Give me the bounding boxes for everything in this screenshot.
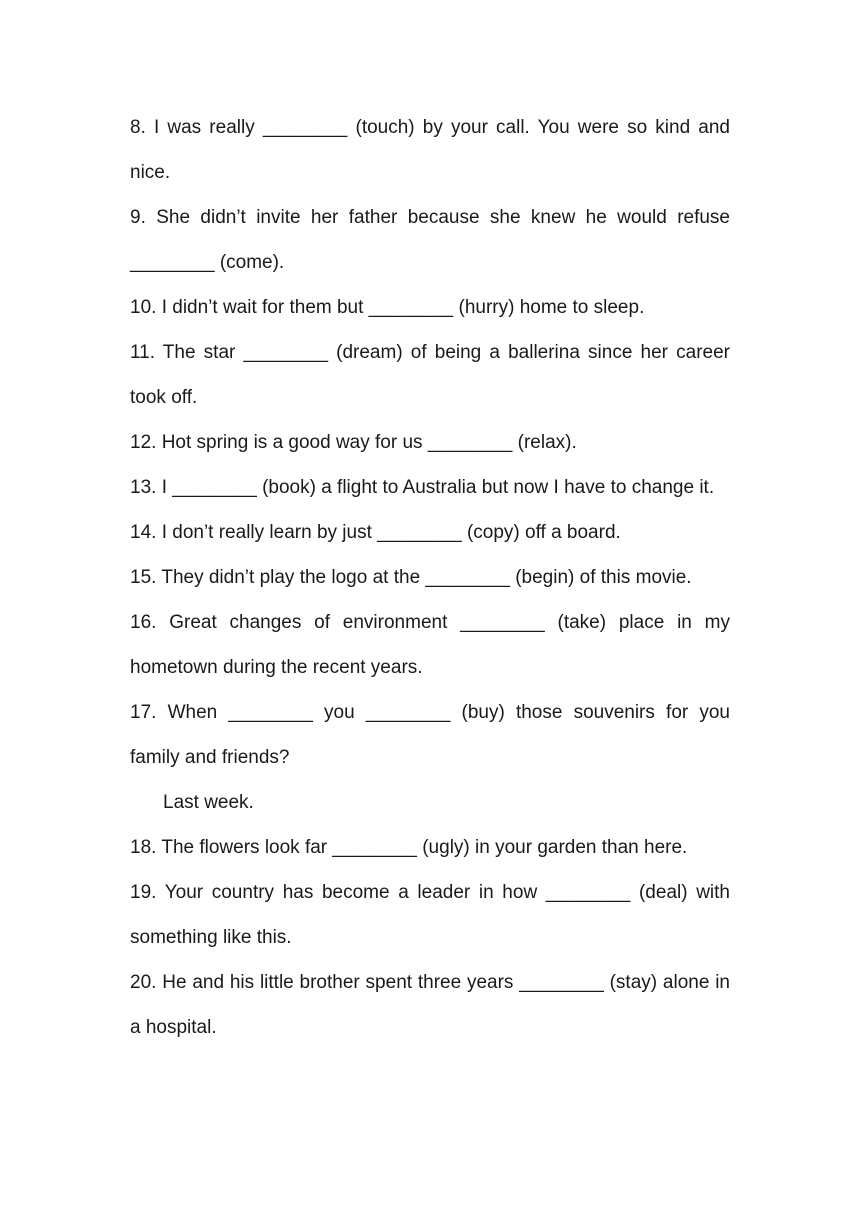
exercise-15: 15. They didn’t play the logo at the ________ (begin) of this movie. bbox=[130, 567, 692, 588]
exercise-18: 18. The flowers look far ________ (ugly) in your garden than here. bbox=[130, 837, 688, 858]
exercise-17: 17. When ________ you ________ (buy) those souvenirs for you family and friends? bbox=[130, 702, 730, 768]
exercise-12: 12. Hot spring is a good way for us ________ (relax). bbox=[130, 432, 577, 453]
exercise-19: 19. Your country has become a leader in how ________ (deal) with something like this. bbox=[130, 882, 730, 948]
worksheet bbox=[130, 105, 730, 1050]
exercise-14: 14. I don’t really learn by just ________ (copy) off a board. bbox=[130, 522, 621, 543]
exercise-10: 10. I didn’t wait for them but ________ (hurry) home to sleep. bbox=[130, 297, 645, 318]
exercise-9: 9. She didn’t invite her father because she knew he would refuse ________ (come). bbox=[130, 207, 730, 273]
exercise-16: 16. Great changes of environment ________ (take) place in my hometown during the recent years. bbox=[130, 612, 730, 678]
exercise-11: 11. The star ________ (dream) of being a ballerina since her career took off. bbox=[130, 342, 730, 408]
exercise-13: 13. I ________ (book) a flight to Australia but now I have to change it. bbox=[130, 477, 715, 498]
exercise-17-answer: Last week. bbox=[163, 792, 254, 813]
exercise-8: 8. I was really ________ (touch) by your call. You were so kind and nice. bbox=[130, 117, 730, 183]
exercise-20: 20. He and his little brother spent three years ________ (stay) alone in a hospital. bbox=[130, 972, 730, 1038]
